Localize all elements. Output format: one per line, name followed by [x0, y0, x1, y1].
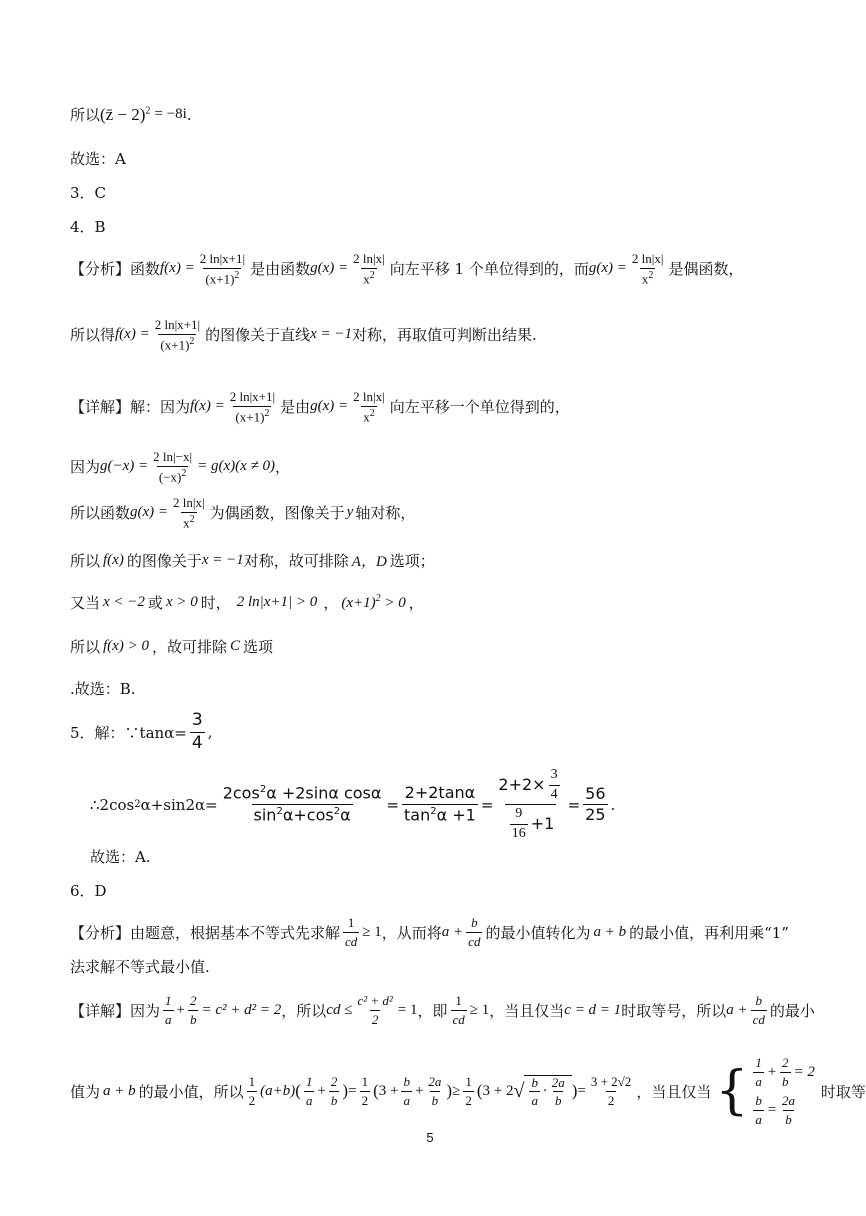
math-expr: a + b	[593, 923, 627, 940]
analysis-4-cont	[70, 318, 537, 352]
text: 选项；	[389, 552, 435, 570]
math-gx: g(x) =	[130, 504, 169, 521]
fraction-fx: $\frac{2 \ln|x+1|}{(x+1)^2}$	[199, 251, 246, 286]
detail-4	[70, 390, 570, 424]
text: 向左平移 1 个单位得到的，而	[389, 260, 589, 279]
math-fx: f(x)	[103, 552, 124, 568]
math-fx: f(x) =	[190, 398, 225, 415]
text: 所以	[70, 638, 101, 656]
text: 【详解】解：因为	[70, 398, 191, 417]
answer-4	[70, 216, 106, 237]
text: 的最小值转化为	[485, 923, 591, 942]
math-y: y	[346, 504, 354, 521]
text: 【分析】由题意，根据基本不等式先求解	[70, 923, 341, 942]
text: 6．D	[70, 882, 107, 900]
fraction-gx: $\frac{2 \ln|x|}{x^2}$	[353, 251, 385, 286]
detail-4-g-neg	[70, 450, 290, 484]
text: 对称，故可排除	[243, 552, 349, 570]
fraction-gx: $\frac{2 \ln|x|}{x^2}$	[631, 251, 664, 286]
text: 向左平移一个单位得到的，	[389, 398, 570, 417]
fraction-1-cd: $\frac{1}{cd}$	[452, 993, 465, 1027]
line-result-zbar	[70, 104, 192, 125]
math-gx: g(x) =	[310, 260, 349, 277]
text: .	[186, 105, 192, 124]
text: ∴2cos	[90, 795, 135, 814]
math-fx: f(x) =	[115, 326, 150, 343]
text: ，当且仅当	[489, 1001, 565, 1020]
math-ineq: x < −2	[103, 594, 145, 610]
math-ineq: ≥ 1	[362, 923, 382, 940]
text: 时取等	[820, 1082, 866, 1101]
text: 5．解：∵tanα=	[70, 723, 187, 742]
fraction-half: $\frac{1}{2}$	[248, 1074, 256, 1108]
fraction-three-quarters: $\frac{3}{4}$	[191, 710, 203, 753]
text: 的图像关于直线	[205, 326, 311, 345]
text: 故选：A.	[90, 848, 151, 866]
fraction-2-b: $\frac{2}{b}$	[189, 993, 197, 1027]
math-x: x = −1	[201, 552, 244, 568]
fraction-1-a: $\frac{1}{a}$	[165, 993, 172, 1027]
text: ，即	[417, 1001, 448, 1020]
analysis-6-cont	[70, 956, 210, 977]
fraction-1-cd: $\frac{1}{cd}$	[345, 915, 358, 949]
text: 故选：A	[70, 150, 126, 168]
detail-6-min: 值为 a + b 的最小值，所以 $\frac{1}{2}$ (a+b) ( $\frac{1}{a}$ + $\frac{2}{b}$ ) = $\frac{1}{2}$ ( 3 + $\frac{b}{a}$ + $\frac{2a}{b}$ ) ≥ $\frac{1}{2}$ ( 3 + 2 √ $\frac{b}{a}$ · $\frac{2a}{b}$ ) = $\frac{3 + 2√2}{2}$ ，当且仅当 { $\frac{1}{a}$ + $\frac{2}{b}$ = 2 $\frac{b}{a}$ = $\frac{2a}{b}$ 时取等	[70, 1055, 866, 1127]
math-expr: = 1	[397, 1001, 418, 1018]
text: ，	[323, 594, 339, 612]
equals: =	[567, 795, 581, 814]
detail-6: 【详解】因为 $\frac{1}{a}$ + $\frac{2}{b}$ = c² + d² = 2 ，所以 cd ≤ $\frac{\text{c² + d²}}{2}$ = 1 ，即 $\frac{1}{cd}$ ≥ 1 ，当且仅当 c = d = 1 时取等号，所以 a + $\frac{b}{cd}$ 的最小	[70, 993, 815, 1027]
math-expr: a +	[441, 923, 464, 940]
math-expr: c = d = 1	[564, 1001, 622, 1018]
math-square: $(x+1)^2 > 0$	[341, 593, 406, 611]
math-ineq: f(x) > 0	[103, 638, 149, 654]
text: 因为	[70, 458, 101, 477]
text: 的最小值，所以	[138, 1082, 244, 1101]
fraction-result: $\frac{56}{25}$	[585, 783, 606, 825]
text: 时取等号，所以	[621, 1001, 727, 1020]
fraction-gx: $\frac{2 \ln|x|}{x^2}$	[173, 495, 205, 530]
answer-3	[70, 182, 106, 203]
math-fx: f(x) =	[160, 260, 195, 277]
sqrt-expr: √ $\frac{b}{a}$ · $\frac{2a}{b}$	[513, 1075, 571, 1108]
math-zbar: (z̄ − 2)$^2$	[100, 104, 151, 124]
solution-5-compute: ∴2cos 2 α+sin2α= $\frac{2\cos^2\alpha +2\sin\alpha \cos\alpha}{\sin^2\alpha+\cos^2\alpha}$ = $\frac{2+2\tan\alpha}{\tan^2\alpha +1}$ = 2+2× $\frac{3}{4}$ $\frac{9}{16}$ +1 = $\frac{56}{25}$ .	[90, 767, 616, 842]
fraction-fx: $\frac{2 \ln|x+1|}{(x+1)^2}$	[229, 389, 276, 424]
detail-4-sym	[70, 550, 435, 571]
text: 选项	[242, 638, 273, 656]
answer-6	[70, 880, 107, 901]
equation-system: { $\frac{1}{a}$ + $\frac{2}{b}$ = 2 $\frac{b}{a}$ = $\frac{2a}{b}$	[715, 1055, 815, 1127]
math-ineq: x > 0	[165, 594, 198, 610]
detail-4-when	[70, 592, 424, 613]
fraction-c2d2: $\frac{\text{c² + d²}}{2}$	[357, 993, 393, 1027]
text: .故选：B.	[70, 680, 136, 698]
text: 又当	[70, 594, 101, 612]
analysis-4	[70, 252, 743, 286]
text: 的最小	[769, 1001, 815, 1020]
answer-line	[70, 148, 126, 169]
text: 对称，再取值可判断出结果.	[352, 326, 537, 345]
text: 的最小值，再利用乘“1”	[629, 923, 789, 942]
detail-4-positive	[70, 636, 273, 657]
fraction-fx: $\frac{2 \ln|x+1|}{(x+1)^2}$	[154, 317, 201, 352]
math-ineq: 2 ln|x+1| > 0	[236, 594, 318, 610]
text: 是偶函数，	[668, 260, 744, 279]
fraction-b-cd: $\frac{b}{cd}$	[468, 915, 481, 949]
fraction-trig: $\frac{2\cos^2\alpha +2\sin\alpha \cos\alpha}{\sin^2\alpha+\cos^2\alpha}$	[222, 783, 382, 825]
fraction-b-cd: $\frac{b}{cd}$	[752, 993, 765, 1027]
answer-5	[90, 846, 151, 867]
fraction-g-negx: $\frac{2 \ln|-x|}{(-x)^2}$	[153, 449, 193, 484]
math-expr: = c² + d² = 2	[201, 1001, 282, 1018]
math-options: A，D	[351, 554, 387, 570]
text: 所以得	[70, 326, 116, 345]
text: 所以	[70, 106, 101, 124]
math-expr: (a+b)	[260, 1082, 296, 1099]
math-gx: g(x) =	[588, 260, 627, 277]
analysis-6	[70, 916, 789, 948]
text: α+sin2α=	[140, 795, 218, 814]
text: 是由函数	[250, 260, 311, 279]
math-g: = g(x)(x ≠ 0)	[197, 458, 275, 475]
text: ，当且仅当	[636, 1082, 712, 1101]
text: ，	[408, 594, 424, 612]
text: 法求解不等式最小值.	[70, 958, 210, 976]
text: 【详解】因为	[70, 1001, 161, 1020]
text: ，	[274, 458, 290, 477]
equals: =	[480, 795, 494, 814]
text: 是由	[280, 398, 311, 417]
text: 值为	[70, 1082, 101, 1101]
fraction-numeric: 2+2× $\frac{3}{4}$ $\frac{9}{16}$ +1	[498, 767, 558, 842]
text: 【分析】函数	[70, 260, 161, 279]
detail-4-even	[70, 496, 415, 530]
math-g: g(−x) =	[100, 458, 149, 475]
text: 时，	[200, 594, 231, 612]
equals: =	[386, 795, 400, 814]
math-value: = −8i	[154, 106, 187, 122]
math-option: C	[229, 638, 240, 654]
fraction-gx: $\frac{2 \ln|x|}{x^2}$	[353, 389, 385, 424]
text: 轴对称，	[355, 504, 416, 523]
math-x: x = −1	[310, 326, 353, 343]
text: 所以函数	[70, 504, 131, 523]
math-expr: a + b	[103, 1082, 136, 1099]
page-number: 5	[426, 1130, 434, 1145]
math-ineq: ≥ 1	[469, 1001, 490, 1018]
text: ，从而将	[381, 923, 442, 942]
math-gx: g(x) =	[310, 398, 349, 415]
text: 所以	[70, 552, 101, 570]
fraction-tan: $\frac{2+2\tan\alpha}{\tan^2\alpha +1}$	[404, 783, 476, 825]
text: ，故可排除	[151, 638, 227, 656]
text: 4．B	[70, 218, 106, 236]
text: ，所以	[281, 1001, 327, 1020]
solution-5: 5．解：∵tanα= $\frac{3}{4}$ ,	[70, 710, 213, 753]
math-expr: cd ≤	[326, 1001, 353, 1018]
text: 的图像关于	[126, 552, 202, 570]
text: 3．C	[70, 184, 107, 202]
text: 为偶函数，图像关于	[209, 504, 345, 523]
text: 或	[147, 594, 163, 612]
answer-b	[70, 678, 136, 699]
math-expr: a +	[726, 1001, 748, 1018]
